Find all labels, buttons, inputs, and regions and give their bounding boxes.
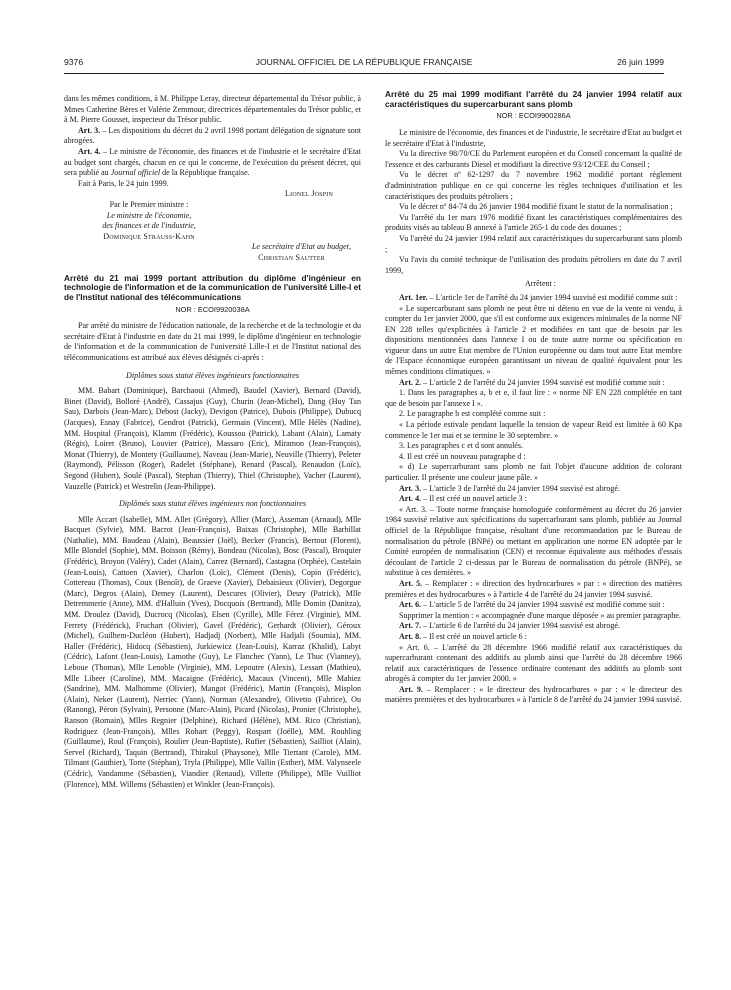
issue-date: 26 juin 1999 [617,57,664,67]
arrete-diploma-title: Arrêté du 21 mai 1999 portant attribution du diplôme d'ingénieur en technologie de l'information et de la communication de l'université Lille-I et de l'Institut national des télécommunications [64,272,361,302]
left-column [64,94,361,790]
journal-reference: Journal officiel [110,168,161,178]
article-5 [385,579,682,600]
article-label: Art. 9. [399,684,423,694]
signature-date: Fait à Paris, le 24 juin 1999. [78,178,169,188]
article-text: – L'article 2 de l'arrêté du 24 janvier 1994 susvisé est modifié comme suit : [421,377,665,387]
article-7 [385,621,682,632]
journal-title: JOURNAL OFFICIEL DE LA RÉPUBLIQUE FRANÇAISE [255,57,473,67]
visa-3: Vu le décret nº 84-74 du 26 janvier 1984 modifié fixant le statut de la normalisation ; [399,202,673,212]
article-text: – L'article 1er de l'arrêté du 24 janvier 1994 susvisé est modifié comme suit : [427,292,678,302]
prime-minister-signature: Lionel Jospin [285,189,333,199]
visa-1: Vu la directive 98/70/CE du Parlement européen et du Conseil concernant la qualité de l'essence et des carburants Diesel et modifiant la directive 93/12/CEE du Conseil ; [385,149,682,169]
minister-name: Dominique Strauss-Kahn [103,231,195,241]
article-label: Art. 5. [399,578,423,588]
article-text: – L'article 6 de l'arrêté du 24 janvier 1994 susvisé est abrogé. [421,621,620,631]
minister-title-line-1: Le ministre de l'économie, [106,210,192,220]
minister-title-line-2: des finances et de l'industrie, [102,221,196,231]
article-1-quote: « Le supercarburant sans plomb ne peut être ni détenu en vue de la vente ni vendu, à compter du 1er janvier 2000, que s'il est conforme aux exigences minimales de la norme NF EN 228 telles qu'explicitées à l'article 2 et modifiées en tant que de besoin par les dispositions mentionnées dans l'annexe I ou de toute autre norme ou spécification en vigueur dans un autre Etat membre de l'Union européenne ou dans tout autre Etat membre de l'Espace économique européen garantissant un niveau de qualité équivalent pour les mêmes conditions climatiques. » [385,303,682,377]
article-4-quote: « Art. 3. – Toute norme française homologuée conformément au décret du 26 janvier 1984 susvisé relative aux spécifications du supercarburant sans plomb, publiée au Journal officiel de la République française, résultant d'une recommandation par le Bureau de normalisation du pétrole (BNPé) ou mettant en application une norme EN adoptée par le Comité européen de normalisation (CEN) et reconnue équivalente aux méthodes d'essais découlant de l'article 2 ci-dessus par le Bureau de normalisation du pétrole (BNPé), se substitue à ces dernières. » [385,504,682,578]
header-rule [64,73,664,74]
article-2-item-2: 2. Le paragraphe b est complété comme suit : [399,409,546,419]
article-label: Art. 3. [399,483,422,493]
article-text: – Remplacer : « direction des hydrocarbures » par : « direction des matières premières et des hydrocarbures » à l'article 4 de l'arrêté du 24 janvier 1994 susvisé. [385,578,683,599]
arrete-fuel-title: Arrêté du 25 mai 1999 modifiant l'arrêté du 24 janvier 1994 relatif aux caractéristiques du supercarburant sans plomb [385,89,682,109]
article-label: Art. 7. [399,621,422,631]
arretent-heading: Arrêtent : [524,279,557,289]
article-label: Art. 8. [399,631,422,641]
right-column [385,89,683,706]
nor-reference: NOR : ECOI9920038A [175,304,250,314]
visa-2: Vu le décret nº 62-1297 du 7 novembre 1962 modifié portant règlement d'administration publique en ce qui concerne les règles techniques d'utilisation et les caractéristiques des produits pétroliers ; [385,170,682,201]
decree-intro-paragraph: dans les mêmes conditions, à M. Philippe Leray, directeur départemental du Trésor public, à Mmes Catherine Bères et Valérie Zemmour, directrices départementales du Trésor public, et à M. Pierre Gousset, inspecteur du Trésor public. [64,94,361,125]
article-text: – Les dispositions du décret du 2 avril 1998 portant délégation de signature sont abrogées. [64,125,361,146]
graduates-list-non-fonctionnaires: Mlle Accart (Isabelle), MM. Allet (Grégory), Allier (Marc), Asseman (Arnaud), Mlle Bacquet (Sylvie), MM. Bacrot (Jean-François), Baixas (Christophe), Mlle Barbillat (Nathalie), MM. Baudeau (Alain), Beaussier (Joël), Becker (Francis), Bertout (Florent), Mlle Blondel (Sophie), MM. Boisson (Rémy), Bondeau (Nicolas), Bosc (Pascal), Broquier (Frédéric), Broyon (Valéry), Cadet (Alain), Carrez (Bernard), Castagna (Orphée), Castelain (Jean-Louis), Cattoen (Xavier), Charlon (Loïc), Clément (Denis), Copin (Frédéric), Cottereau (Thomas), Coux (Benoît), de Graeve (Xavier), Debaisieux (Olivier), Degorgue (Marc), Degros (Alain), Demey (Laurent), Descures (Olivier), Desry (Patrick), Mlle Detremmerie (Anne), MM. d'Halluin (Yves), Docquois (Bertrand), Mlle Domin (Danitza), MM. Droulez (David), Ducrocq (Nicolas), Elsen (Cyrille), Mlle Férez (Virginie), MM. Ferrety (Frédérick), Fruchart (Olivier), Gavel (Frédéric), Gerhardt (Olivier), Géroux (Michel), Guilhem-Ducléon (Hubert), Hadjadj (Norbert), Mlle Hadjali (Soumia), MM. Haller (Frédéric), Hidocq (Sébastien), Jurkiewicz (Jean-Louis), Karraz (Khalid), Labyt (Cédric), Lafont (Jean-Louis), Lamothe (Guy), Le Flanchec (Yann), Le Thuc (Vianney), Leboue (Thomas), Mlle Lenoble (Virginie), MM. Lepoutre (Alexis), Lessart (Mathieu), Mlle Libeer (Caroline), MM. Macaigne (Frédéric), Macaux (Vincent), Mlle Mahiez (Sandrine), MM. Malhomme (Olivier), Mangot (Frédéric), Martin (François), Misplon (Alain), Neker (Laurent), Nerriec (Yann), Norman (Alexandre), Olivetto (Fabrice), Ou (Ranong), Péron (Sylvain), Personne (Marc-Alain), Picard (Nicolas), Pronier (Christophe), Ranson (Romain), Mlles Regnier (Delphine), Richard (Hélène), MM. Rico (Christian), Rodriguez (Jean-François), Mlles Rohart (Peggy), Rospart (Joëlle), MM. Rouhling (Guillaume), Roul (François), Roulier (Jean-Baptiste), Rufier (Sébastien), Sailliot (Alain), Servel (Richard), Taquin (Bertrand), Thirakul (Phaysone), Mlle Tiertant (Carole), MM. Tilmant (Gauthier), Torte (Stéphan), Tryla (Philippe), Mlle Vallin (Esther), MM. Valynseele (Cédric), Vandamme (Sébastien), Viandier (Renaud), Villette (Philippe), Mlle Vuilliot (Florence), MM. Willems (Sébastien) et Winkler (Jean-François). [64,514,361,789]
article-text: – Il est créé un nouvel article 3 : [421,494,527,504]
article-2-item-2-quote: « La période estivale pendant laquelle la tension de vapeur Reid est limitée à 60 Kpa commence le 1er mai et se termine le 30 septembre. » [385,420,682,440]
visa-6: Vu l'avis du comité technique de l'utilisation des produits pétroliers en date du 7 avril 1999, [385,255,682,275]
visa-5: Vu l'arrêté du 24 janvier 1994 relatif aux caractéristiques du supercarburant sans plomb ; [385,233,682,254]
article-1 [385,293,682,304]
visa-4: Vu l'arrêté du 1er mars 1976 modifié fixant les caractéristiques complémentaires des produits visés au tableau B annexé à l'article 265-1 du code des douanes ; [385,212,682,233]
article-3 [385,484,682,495]
article-9 [385,685,682,706]
countersign-label: Par le Premier ministre : [109,199,189,209]
secretary-title: Le secrétaire d'Etat au budget, [251,242,351,252]
section-heading-fonctionnaires: Diplômes sous statut élèves ingénieurs fonctionnaires [126,370,299,380]
secretary-signature-block [64,242,351,263]
article-text: – Le ministre de l'économie, des finances et de l'industrie et le secrétaire d'Etat au budget sont chargés, chacun en ce qui le concerne, de l'exécution du présent décret, qui sera publié au [64,146,361,178]
article-text: de la République française. [160,168,250,178]
article-text: – L'article 5 de l'arrêté du 24 janvier 1994 susvisé est modifié comme suit : [421,600,665,610]
countersignature-block [64,200,234,242]
article-8-quote: « Art. 6. – L'arrêté du 28 décembre 1966 modifié relatif aux caractéristiques du supercarburant contenant des additifs au plomb ainsi que l'arrêté du 28 décembre 1966 relatif aux caractéristiques de l'essence ordinaire contenant des additifs au plomb sont abrogés à compter du 1er janvier 2000. » [385,642,682,684]
preamble-paragraph: Le ministre de l'économie, des finances et de l'industrie, le secrétaire d'Etat au budget et le secrétaire d'Etat à l'industrie, [385,128,682,148]
decree-article-4 [64,147,361,179]
article-6 [385,600,682,611]
page-header [64,57,664,71]
article-2-item-4: 4. Il est créé un nouveau paragraphe d : [399,451,526,461]
article-6-sub: Supprimer la mention : « accompagnée d'une marque déposée » au premier paragraphe. [399,610,681,620]
decree-article-3 [64,126,361,147]
page-number: 9376 [64,57,84,67]
diploma-intro-paragraph: Par arrêté du ministre de l'éducation nationale, de la recherche et de la technologie et du secrétaire d'Etat à l'industrie en date du 21 mai 1999, le diplôme d'ingénieur en technologie de l'information et de la communication de l'université Lille-I et de l'Institut national des télécommunications est attribué aux élèves désignés ci-après : [64,321,361,362]
graduates-list-fonctionnaires: MM. Babart (Dominique), Barchaoui (Ahmed), Baudel (Xavier), Bernard (David), Binet (David), Bolloré (André), Cassajus (Guy), Churin (Jean-Michel), Dang (Huy Tan Sau), Darbois (Jean-Marc), Debost (Jacky), Devigon (Patrice), Dubois (Philippe), Dubucq (Jacques), Esnay (Fabrice), Gendrot (Patrick), Germain (Vincent), Mlle Hélès (Nadine), MM. Hospital (François), Klamm (Frédéric), Koussou (Patrick), Labant (Alain), Lamaty (Régis), Loiret (Bruno), Louvier (Patrice), Massaro (Eric), Miramon (Jean-François), Monat (Thierry), de Montety (Guillaume), Naveau (Jean-Marie), Neuville (Thierry), Peleter (Raymond), Pélisson (Roger), Radelet (Stéphane), Renard (Pascal), Renaudon (Loïc), Segond (Hubert), Soulé (Pascal), Stephan (Thierry), Thiel (Christophe), Vacher (Laurent), Vauzelle (Patrick) et Westrelin (Jean-Philippe). [64,386,361,491]
article-2-item-4-quote: « d) Le supercarburant sans plomb ne fait l'objet d'aucune addition de colorant particulier. Il présente une couleur jaune pâle. » [385,462,682,482]
article-4 [385,494,682,505]
article-label: Art. 4. [78,146,101,156]
article-label: Art. 4. [399,494,422,504]
article-8 [385,632,682,643]
article-2-item-3: 3. Les paragraphes c et d sont annulés. [399,441,524,451]
secretary-name: Christian Sautter [258,252,325,262]
article-label: Art. 3. [78,125,101,135]
article-label: Art. 6. [399,600,422,610]
article-label: Art. 2. [399,377,422,387]
article-text: – L'article 3 de l'arrêté du 24 janvier 1994 susvisé est abrogé. [421,483,620,493]
section-heading-non-fonctionnaires: Diplômés sous statut élèves ingénieurs non fonctionnaires [119,499,306,509]
article-2-item-1: 1. Dans les paragraphes a, b et e, il faut lire : « norme NF EN 228 complétée en tant que de besoin par l'annexe I ». [385,388,682,408]
article-text: – Remplacer : « le directeur des hydrocarbures » par : « le directeur des matières premières et des hydrocarbures » à l'article 8 de l'arrêté du 24 janvier 1994 susvisé. [385,684,682,705]
article-text: – Il est créé un nouvel article 6 : [421,631,527,641]
article-2 [385,378,682,389]
nor-reference: NOR : ECOI9900286A [496,111,571,121]
article-label: Art. 1er. [399,292,428,302]
